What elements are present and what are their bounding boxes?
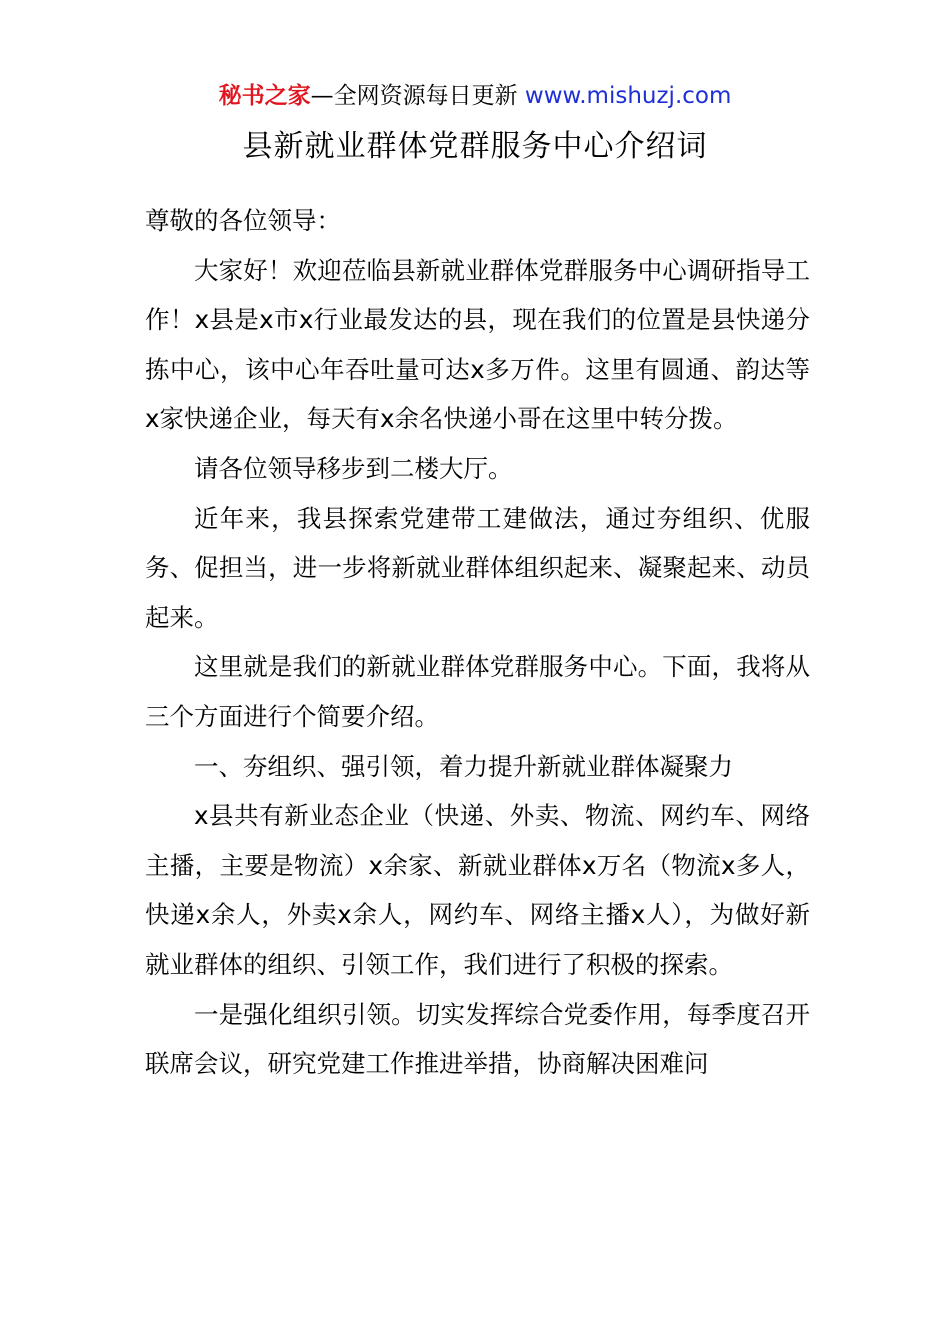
document-title: 县新就业群体党群服务中心介绍词 xyxy=(242,129,708,164)
section-heading-1: 一、夯组织、强引领，着力提升新就业群体凝聚力 xyxy=(194,751,733,781)
paragraph-welcome: 大家好！欢迎莅临县新就业群体党群服务中心调研指导工作！x县是x市x行业最发达的县，现在我们的位置是县快递分拣中心，该中心年吞吐量可达x多万件。这里有圆通、韵达等x家快递企业，每天有x余名快递小哥在这里中转分拨。 xyxy=(145,255,810,434)
paragraph-move-upstairs: 请各位领导移步到二楼大厅。 xyxy=(194,453,513,483)
paragraph-organization-leadership: 一是强化组织引领。切实发挥综合党委作用，每季度召开联席会议，研究党建工作推进举措，协商解决困难问 xyxy=(145,999,810,1079)
site-tagline: —全网资源每日更新 xyxy=(310,83,525,109)
site-header xyxy=(0,80,950,112)
site-url-link[interactable]: www.mishuzj.com xyxy=(524,83,732,109)
paragraph-introduction: 这里就是我们的新就业群体党群服务中心。下面，我将从三个方面进行个简要介绍。 xyxy=(145,652,810,731)
salutation: 尊敬的各位领导： xyxy=(145,206,341,235)
paragraph-county-overview: x县共有新业态企业（快递、外卖、物流、网约车、网络主播，主要是物流）x余家、新就业群体x万名（物流x多人，快递x余人，外卖x余人，网约车、网络主播x人），为做好新就业群体的组织、引领工作，我们进行了积极的探索。 xyxy=(145,801,810,979)
site-brand: 秘书之家 xyxy=(218,83,311,109)
document-body xyxy=(145,196,810,1089)
paragraph-recent-years: 近年来，我县探索党建带工建做法，通过夯组织、优服务、促担当，进一步将新就业群体组织起来、凝聚起来、动员起来。 xyxy=(145,503,810,632)
